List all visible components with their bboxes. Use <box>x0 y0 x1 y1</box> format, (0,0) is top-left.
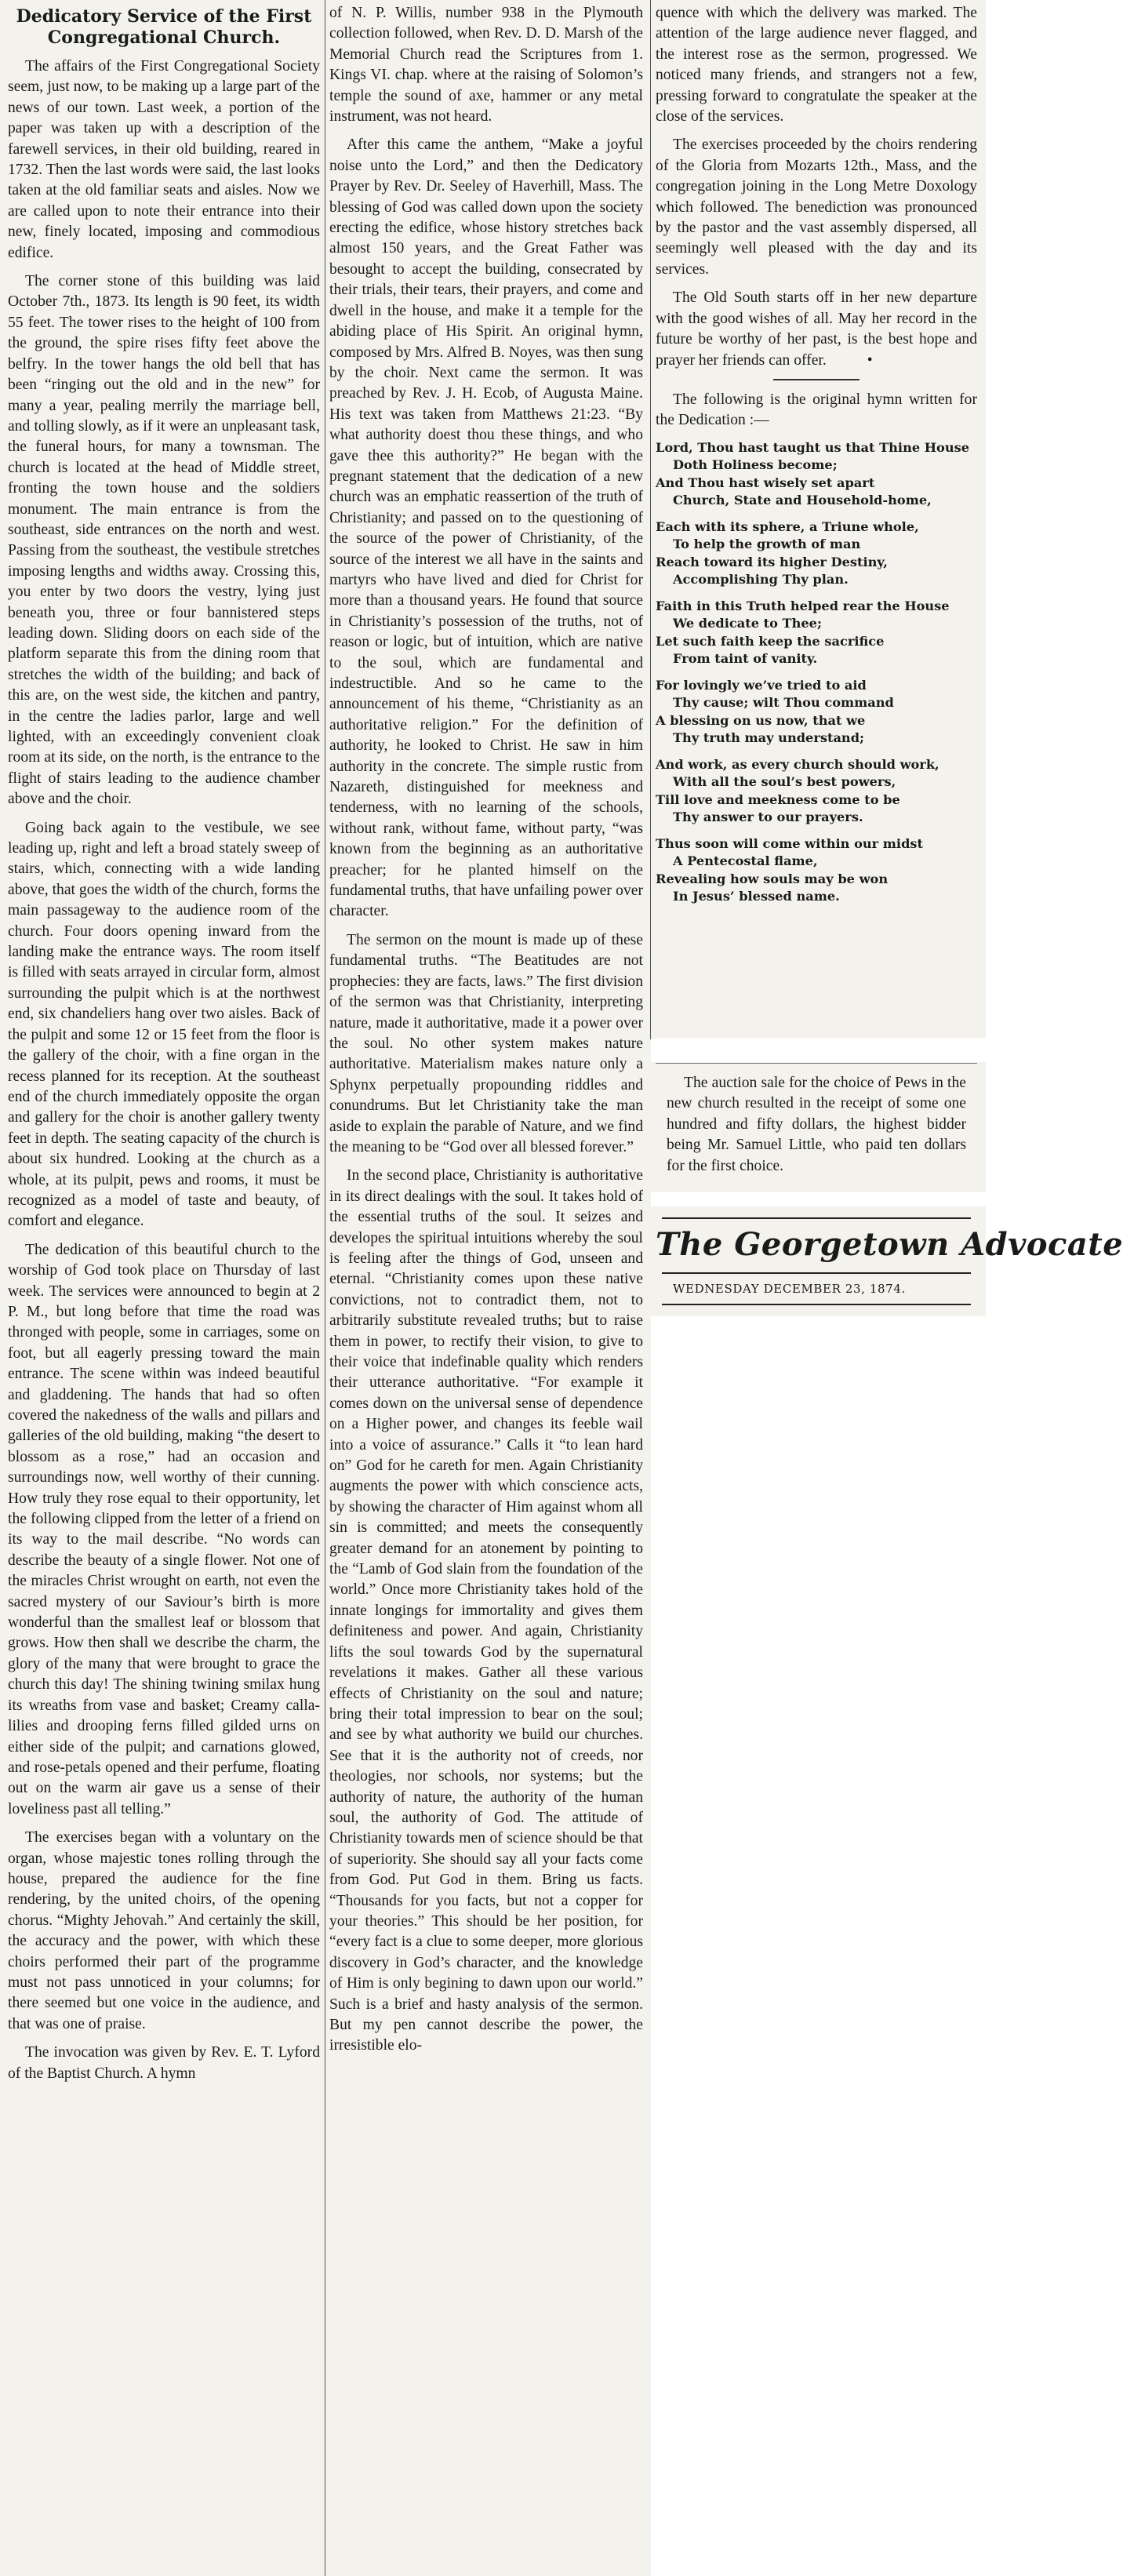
article-paragraph: The exercises proceeded by the choirs rendering of the Gloria from Mozarts 12th., Mass, and the congregation joining in the Long Metre Doxology which followed. The benediction was pronounced by the pastor and the vast assembly dispersed, all seemingly well pleased with the day and its services. <box>656 136 977 278</box>
pew-auction-notice <box>656 1063 977 1194</box>
hymn-line: For lovingly we’ve tried to aid <box>656 677 867 693</box>
article-headline: Dedicatory Service of the First Congregational Church. <box>16 6 312 48</box>
blank-area <box>651 1316 986 2576</box>
masthead-rule <box>662 1217 971 1219</box>
article-paragraph <box>656 288 977 371</box>
article-column-2 <box>329 3 643 2573</box>
masthead-rule <box>662 1272 971 1274</box>
dateline: WEDNESDAY DECEMBER 23, 1874. <box>673 1282 906 1296</box>
hymn-stanza <box>656 518 977 589</box>
hymn-line: Thy truth may understand; <box>673 730 864 746</box>
hymn-line: A Pentecostal flame, <box>673 853 818 869</box>
notice-text: The auction sale for the choice of Pews in the new church resulted in the receipt of some one hundred and fifty dollars, the highest bidder being Mr. Samuel Little, who paid ten dollars for the first choice. <box>667 1075 966 1174</box>
hymn-line: To help the growth of man <box>673 537 861 552</box>
hymn-line: A blessing on us now, that we <box>656 712 866 728</box>
hymn-line: We dedicate to Thee; <box>673 616 822 631</box>
closing-text: The Old South starts off in her new departure with the good wishes of all. May her record in the future be worthy of her past, is the best hope and prayer her friends can offer. <box>656 289 977 369</box>
hymn-stanza <box>656 439 977 510</box>
hymn-stanza <box>656 677 977 748</box>
article-paragraph: In the second place, Christianity is authoritative in its direct dealings with the soul. It takes hold of the essential truths of the soul. It seizes and developes the spiritual intuitions whereby the soul is feeling after the things of God, unseen and eternal. “Christianity comes upon these native convictions, not to contradict them, not to arbitrarily substitute revealed truths; but to raise them in power, to rectify their vision, to give to their voice that indefinable quality which renders their utterance authoritative. “For example it comes down on the universal sense of dependence on a Higher power, and changes its feeble wail into a voice of assurance.” Calls it “to lean hard on” God for he careth for men. Again Christianity augments the power with which conscience acts, by showing the character of Him against whom all sin is committed; and meets the consequently greater demand for an atonement by pointing to the “Lamb of God slain from the foundation of the world.” Once more Christianity takes hold of the innate longings for immortality and gives them definiteness and power. And again, Christianity lifts the soul towards God by the supernatural revelations it makes. Gather all these various effects of Christianity on the soul and nature; bring their total impression to bear on the soul; and see by what authority we build our churches. See that it is the authority not of creeds, nor theologies, nor schools, nor systems; but the authority of nature, the authority of the human soul, the authority of God. The attitude of Christianity towards men of science should be that of superiority. She should say all your facts come from God. Put God in them. Bring us facts. “Thousands for you facts, but not a copper for your theories.” This should be her position, for “every fact is a clue to some deeper, more glorious discovery in God’s character, and the knowledge of Him is only begining to dawn upon our world.” Such is a brief and hasty analysis of the sermon. But my pen cannot describe the power, the irresistible elo- <box>329 1167 643 2054</box>
article-paragraph: of N. P. Willis, number 938 in the Plymouth collection followed, when Rev. D. D. Marsh of the Memorial Church read the Scriptures from 1. Kings VI. chap. where at the raising of Solomon’s temple the sound of axe, hammer or any metal instrument, was not heard. <box>329 5 643 126</box>
hymn-line: Thus soon will come within our midst <box>656 835 923 851</box>
hymn-stanza <box>656 756 977 827</box>
hymn-line: Each with its sphere, a Triune whole, <box>656 518 919 534</box>
hymn-line: From taint of vanity. <box>673 651 818 667</box>
article-paragraph: The sermon on the mount is made up of these fundamental truths. “The Beatitudes are not prophecies: they are facts, laws.” The first division of the sermon was that Christianity, interpreting nature, made it authoritative, made it a power over the soul. No other system makes nature authoritative. Materialism makes nature only a Sphynx perpetually propounding riddles and conundrums. But let Christianity take the man aside to explain the parable of Nature, and we find the meaning to be “God over all blessed forever.” <box>329 931 643 1155</box>
article-paragraph: The affairs of the First Congregational Society seem, just now, to be making up a large part of the news of our town. Last week, a portion of the paper was taken up with a description of the farewell services, in their old building, reared in 1732. Then the last words were said, the last looks taken at the old familiar seats and aisles. Now we are called upon to note their entrance into their new, finely located, imposing and commodious edifice. <box>8 58 320 261</box>
article-paragraph: The corner stone of this building was laid October 7th., 1873. Its length is 90 feet, its width 55 feet. The tower rises to the height of 100 from the ground, the spire rises fifty feet above the belfry. In the tower hangs the old bell that has been “ringing out the old and in the new” for many a year, pealing merrily the marriage bell, and tolling slowly, as if it were an unpleasant task, the funeral hours, for many a townsman. The church is located at the head of Middle street, fronting the town house and the soldiers monument. The main entrance is from the southeast, side entrances on the north and west. Passing from the southeast, the vestibule stretches imposing lengths and widths away. Crossing this, you enter by two doors the vestry, lying just beneath you, three or four bannistered steps leading down. Sliding doors on each side of the platform separate this from the dining room that stretches the width of the building; and back of this are, on the west side, the kitchen and pantry, in the centre the ladies parlor, large and well lighted, with an exceedingly convenient cloak room at its side, on the north, is the entrance to the flight of stairs leading to the audience chamber above and the choir. <box>8 273 320 808</box>
article-paragraph: The exercises began with a voluntary on the organ, whose majestic tones rolling through the house, prepared the audience for the fine rendering, by the united choirs, of the opening chorus. “Mighty Jehovah.” And certainly the skill, the accuracy and the power, with which these choirs performed their part of the programme must not pass unnoticed in your columns; for there seemed but one voice in the audience, and that was one of praise. <box>8 1829 320 2032</box>
hymn <box>656 439 977 906</box>
article-paragraph: After this came the anthem, “Make a joyful noise unto the Lord,” and then the Dedicatory Prayer by Rev. Dr. Seeley of Haverhill, Mass. The blessing of God was called down upon the society erecting the edifice, whose history stretches back almost 150 years, and the Great Father was besought to accept the building, consecrated by their trials, their tears, their prayers, and come and dwell in the house, and make it a temple for the abiding place of His Spirit. An original hymn, composed by Mrs. Alfred B. Noyes, was then sung by the choir. Next came the sermon. It was preached by Rev. J. H. Ecob, of Augusta Maine. His text was taken from Matthews 21:23. “By what authority doest thou these things, and who gave thee this authority?” He began with the pregnant statement that the dedication of a new church was an emphatic reassertion of the truth of Christianity; and passed on to the questioning of the source of the power of Christianity, of the source of the interest we all have in the saints and martyrs who have lived and died for Christ for more than a thousand years. He found that source in Christianity’s possession of the truths, not of reason or logic, but of intuition, which are native to the soul, which are fundamental and indestructible. And so he came to the announcement of his theme, “Christianity as an authoritative religion.” For the definition of authority, he looked to Christ. He saw in him authority in the concrete. The simple rustic from Nazareth, distinguished for meekness and tenderness, with no learning of the schools, without rank, without fame, without party, “was known from the beginning as an authoritative preacher; for he planted himself on the fundamental truths, that have unfailing power over character. <box>329 136 643 920</box>
article-paragraph: The invocation was given by Rev. E. T. Lyford of the Baptist Church. A hymn <box>8 2044 320 2082</box>
article-column-3 <box>656 3 977 1042</box>
hymn-stanza <box>656 598 977 668</box>
hymn-intro: The following is the original hymn written for the Dedication :— <box>656 391 977 429</box>
hymn-line: Till love and meekness come to be <box>656 791 900 807</box>
hymn-line: Doth Holiness become; <box>673 457 838 473</box>
hymn-line: And Thou hast wisely set apart <box>656 475 875 490</box>
page-gap <box>651 1192 986 1206</box>
page-gap <box>651 1039 986 1062</box>
hymn-line: Thy cause; wilt Thou command <box>673 695 894 711</box>
article-paragraph: Going back again to the vestibule, we see leading up, right and left a broad stately sweep of stairs, which, connecting with a wide landing above, that goes the width of the church, forms the main passageway to the audience room of the church. Four doors opening inward from the landing make the entrance ways. The room itself is filled with seats arrayed in circular form, almost surrounding the pulpit which is at the northwest end, six chandeliers hang over two aisles. Back of the pulpit and some 12 or 15 feet from the floor is the gallery of the choir, with a fine organ in the recess planned for its reception. At the southeast end of the church immediately opposite the organ and gallery for the choir is another gallery twenty feet in depth. The seating capacity of the church is about six hundred. Looking at the church as a whole, at its pulpit, pews and rooms, it must be recognized as a model of taste and beauty, of comfort and elegance. <box>8 819 320 1230</box>
masthead-rule <box>662 1304 971 1305</box>
article-paragraph: The dedication of this beautiful church to the worship of God took place on Thursday of last week. The services were announced to begin at 2 P. M., but long before that time the road was thronged with people, some in carriages, some on foot, but all eagerly pressing toward the main entrance. The scene within was indeed beautiful and gladdening. The hands that had so often covered the nakedness of the walls and pillars and galleries of the old building, making “the desert to blossom as a rose,” had an occasion and surroundings now, well worthy of their cunning. How truly they rose equal to their opportunity, let the following clipped from the letter of a friend on its way to the mail describe. “No words can describe the beauty of a single flower. Not one of the miracles Christ wrought on earth, not even the sacred mystery of our Saviour’s birth is more wonderful than the smallest leaf or blossom that grows. How then shall we describe the charm, the glory of the many that were brought to grace the church this day! The shining twining smilax hung its wreaths from vase and basket; Creamy calla-lilies and drooping ferns filled gilded urns on either side of the pulpit; and carnations glowed, and rose-petals opened and their perfume, floating out on the warm air gave us a sense of their loveliness past all telling.” <box>8 1241 320 1817</box>
hymn-line: Reach toward its higher Destiny, <box>656 554 888 569</box>
masthead-block <box>656 1206 1123 1316</box>
column-rule <box>650 0 651 1039</box>
article-paragraph: quence with which the delivery was marked. The attention of the large audience never flagged, and the interest rose as the sermon, progressed. We noticed many friends, and strangers not a few, pressing forward to congratulate the speaker at the close of the services. <box>656 5 977 126</box>
hymn-line: Accomplishing Thy plan. <box>673 572 849 588</box>
hymn-line: Church, State and Household-home, <box>673 493 932 508</box>
section-divider <box>773 379 860 380</box>
hymn-line: Revealing how souls may be won <box>656 871 889 886</box>
newspaper-masthead: The Georgetown Advocate <box>656 1226 1123 1263</box>
hymn-line: Lord, Thou hast taught us that Thine House <box>656 439 970 455</box>
hymn-line: With all the soul’s best powers, <box>673 774 896 790</box>
hymn-line: In Jesus’ blessed name. <box>673 889 840 904</box>
hymn-line: Thy answer to our prayers. <box>673 810 863 825</box>
hymn-stanza <box>656 835 977 906</box>
article-column-1 <box>8 3 320 2573</box>
hymn-line: Faith in this Truth helped rear the House <box>656 598 950 613</box>
hymn-line: And work, as every church should work, <box>656 756 939 772</box>
hymn-line: Let such faith keep the sacrifice <box>656 633 885 649</box>
end-bullet: • <box>867 351 873 369</box>
